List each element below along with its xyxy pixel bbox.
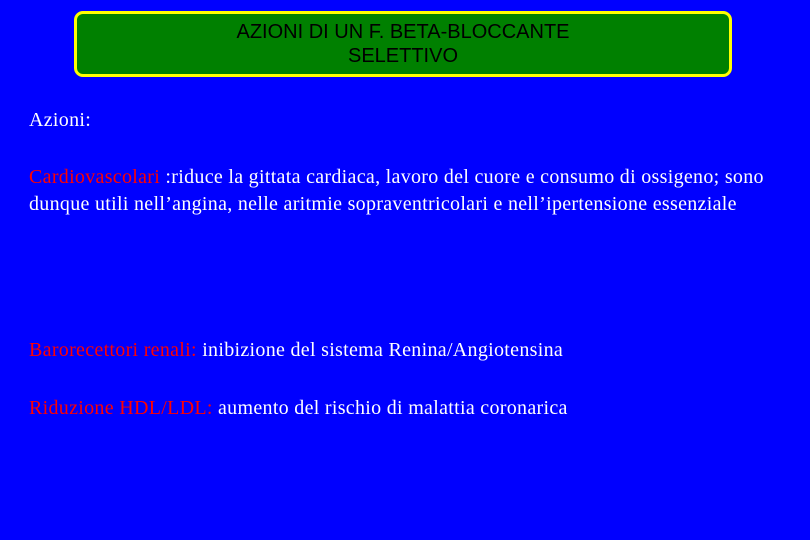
cardiovascular-paragraph [29,164,789,218]
cardiovascular-text: :riduce la gittata cardiaca, lavoro del cuore e consumo di ossigeno; sono dunque utili nell’angina, nelle aritmie sopraventricolari e nell’ipertensione essenziale [29,166,764,215]
baroreceptor-text: inibizione del sistema Renina/Angiotensina [196,339,564,361]
azioni-heading: Azioni: [29,109,92,131]
hdl-ldl-label: Riduzione HDL/LDL: [29,397,213,419]
slide-title-line-2: SELETTIVO [347,45,459,67]
hdl-ldl-paragraph [29,395,568,422]
baroreceptor-paragraph [29,337,563,364]
title-box [74,11,732,77]
hdl-ldl-text: aumento del rischio di malattia coronarica [212,397,568,419]
baroreceptor-label: Barorecettori renali: [29,339,197,361]
slide-title-line-1: AZIONI DI UN F. BETA-BLOCCANTE [236,21,570,43]
cardiovascular-label: Cardiovascolari [29,166,161,188]
